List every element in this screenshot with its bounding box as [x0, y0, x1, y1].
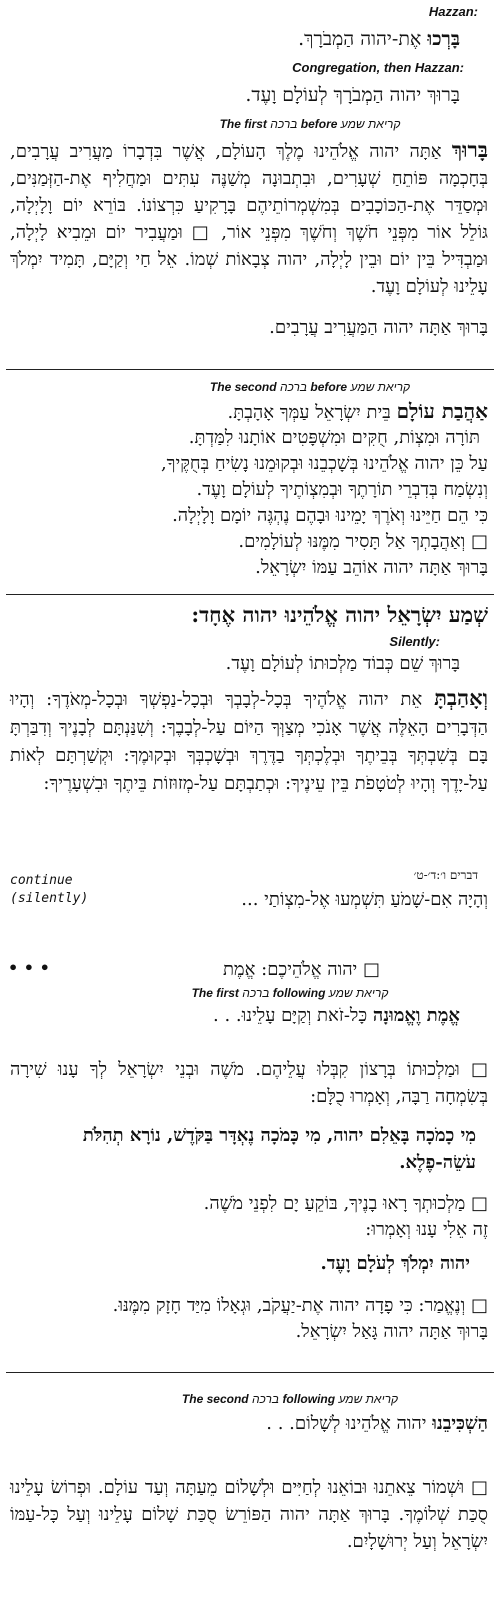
barchu-rest: אֶת-יהוה הַמְבֹרָךְ.: [298, 28, 422, 50]
emet-dots: • • •: [8, 958, 50, 977]
gaal-yisrael-closing: בָּרוּךְ אַתָּה יהוה גָּאַל יִשְׂרָאֵל.: [295, 1321, 488, 1342]
caption-first-following: The first ברכה following קריאת שמע: [191, 986, 389, 1000]
barchu-line: [6, 26, 460, 53]
vehaya-line: וְהָיָה אִם-שָׁמֹעַ תִּשְׁמְעוּ אֶל-מִצְוֹתַי ...: [241, 889, 488, 910]
shema-yisrael: שְׁמַע יִשְׂרָאֵל יהוה אֱלֹהֵינוּ יהוה אֶחָד:: [191, 602, 488, 627]
section-divider: [6, 1372, 494, 1373]
caption-first-before: The first ברכה before קריאת שמע: [219, 117, 401, 131]
ahavat-olam-line-1: אַהֲבַת עוֹלָם בֵּית יִשְׂרָאֵל עַמְּךָ אָהָבְתָּ.: [227, 399, 488, 423]
malchutcha-line: □ מַלְכוּתְךָ רָאוּ בָנֶיךָ, בּוֹקֵעַ יָם לִפְנֵי מֹשֶׁה.: [203, 1193, 488, 1214]
handwritten-note: continue (silently): [10, 873, 89, 906]
ahavat-olam-line-5: כִּי הֵם חַיֵּינוּ וְאֹרֶךְ יָמֵינוּ וּבָהֶם נֶהְגֶּה יוֹמָם וָלָיְלָה.: [172, 505, 488, 526]
citation: דברים ו׳:ד׳-ט׳: [413, 868, 478, 882]
veahavta-word: וְאָהַבְתָּ: [434, 685, 488, 710]
ahavat-olam-closing: בָּרוּךְ אַתָּה יהוה אוֹהֵב עַמּוֹ יִשְׂרָאֵל.: [255, 557, 488, 578]
veahavta-body: אֵת יהוה אֱלֹהֶיךָ בְּכָל-לְבָבְךָ וּבְכָל-נַפְשְׁךָ וּבְכָל-מְאֹדֶךָ: וְהָיוּ הַדְּבָרִים הָאֵלֶּה אֲשֶׁר אָנֹכִי מְצַוְּךָ הַיּוֹם עַל-לְבָבֶךָ: וְשִׁנַּנְתָּם לְבָנֶיךָ וְדִבַּרְתָּ בָּם בְּשִׁבְתְּךָ בְּבֵיתֶךָ וּבְלֶכְתְּךָ בַדֶּרֶךְ וּבְשָׁכְבְּךָ וּבְקוּמֶךָ: וּקְשַׁרְתָּם לְאוֹת עַל-יָדֶךָ וְהָיוּ לְטֹטָפֹת בֵּין עֵינֶיךָ: וּכְתַבְתָּם עַל-מְזוּזוֹת בֵּיתֶךָ וּבִשְׁעָרֶיךָ:: [10, 689, 488, 794]
baruch-response: בָּרוּךְ יהוה הַמְבֹרָךְ לְעוֹלָם וָעֶד.: [245, 84, 460, 106]
silently-label: Silently:: [389, 634, 440, 649]
ahavat-olam-line-3: עַל כֵּן יהוה אֱלֹהֵינוּ בְּשָׁכְבֵנוּ וּבְקוּמֵנוּ נָשִׂיחַ בְּחֻקֶּיךָ,: [160, 453, 488, 474]
hashkiveinu-line: הַשְׁכִּיבֵנוּ יהוה אֱלֹהֵינוּ לְשָׁלוֹם. . .: [266, 1413, 488, 1434]
emet-line: □ יהוה אֱלֹהֵיכֶם: אֱמֶת: [222, 959, 380, 980]
emet-vemunah-line: אֱמֶת וֶאֱמוּנָה כָּל-זֹאת וְקַיָּם עָלֵינוּ. . .: [213, 1005, 460, 1026]
adonai-yimloch: יהוה יִמְלֹךְ לְעֹלָם וָעֶד.: [320, 1253, 470, 1274]
baruch-shem: בָּרוּךְ שֵׁם כְּבוֹד מַלְכוּתוֹ לְעוֹלָם וָעֶד.: [225, 653, 460, 674]
ahavat-olam-words: אַהֲבַת עוֹלָם: [396, 399, 488, 423]
congregation-label: Congregation, then Hazzan:: [292, 60, 464, 75]
section-divider: [6, 594, 494, 595]
zeh-eli-line: זֶה אֵלִי עָנוּ וְאָמְרוּ:: [365, 1219, 488, 1240]
hashkiveinu-word: הַשְׁכִּיבֵנוּ: [432, 1413, 488, 1434]
hazzan-label: Hazzan:: [428, 4, 478, 19]
ahavat-olam-line-6: □ וְאַהֲבָתְךָ אַל תָּסִיר מִמֶּנּוּ לְעוֹלָמִים.: [238, 531, 488, 552]
ahavat-olam-line-2: תּוֹרָה וּמִצְוֹת, חֻקִּים וּמִשְׁפָּטִים אוֹתָנוּ לִמַּדְתָּ.: [188, 427, 480, 448]
baruch-first-word: בָּרוּךְ: [451, 137, 488, 162]
ushmor-paragraph: □ וּשְׁמוֹר צֵאתֵנוּ וּבוֹאֵנוּ לְחַיִּים וּלְשָׁלוֹם מֵעַתָּה וְעַד עוֹלָם. וּפְרוֹשׂ עָלֵינוּ סֻכַּת שְׁלוֹמֶךָ. בָּרוּךְ אַתָּה יהוה הַפּוֹרֵשׂ סֻכַּת שָׁלוֹם עָלֵינוּ וְעַל כָּל-עַמּוֹ יִשְׂרָאֵל וְעַל יְרוּשָׁלָיִם.: [10, 1477, 488, 1552]
caption-second-before: The second ברכה before קריאת שמע: [209, 380, 411, 394]
mi-chamocha: מִי כָמֹכָה בָּאֵלִם יהוה, מִי כָּמֹכָה נֶאְדָּר בַּקֹּדֶשׁ, נוֹרָא תְהִלֹּת עֹשֵׂה-פֶלֶא.: [82, 1125, 476, 1173]
section-divider: [6, 369, 494, 370]
maariv-aravim-paragraph: [10, 136, 488, 300]
veahavta-paragraph: [10, 684, 488, 798]
malchuto-paragraph: □ וּמַלְכוּתוֹ בְּרָצוֹן קִבְּלוּ עֲלֵיהֶם. מֹשֶׁה וּבְנֵי יִשְׂרָאֵל לְךָ עָנוּ שִׁירָה בְּשִׂמְחָה רַבָּה, וְאָמְרוּ כֻלָּם:: [10, 1059, 488, 1107]
ahavat-olam-line-4: וְנִשְׂמַח בְּדִבְרֵי תוֹרָתֶךָ וּבְמִצְוֹתֶיךָ לְעוֹלָם וָעֶד.: [196, 479, 488, 500]
barchu-word: בָּרְכוּ: [427, 28, 460, 50]
maariv-closing: בָּרוּךְ אַתָּה יהוה הַמַּעֲרִיב עֲרָבִים.: [269, 317, 488, 338]
veneemar-line: □ וְנֶאֱמַר: כִּי פָדָה יהוה אֶת-יַעֲקֹב, וּגְאָלוֹ מִיַּד חָזָק מִמֶּנּוּ.: [112, 1295, 488, 1316]
emet-vemunah-words: אֱמֶת וֶאֱמוּנָה: [372, 1005, 460, 1026]
caption-second-following: The second ברכה following קריאת שמע: [181, 1392, 399, 1406]
maariv-body: אַתָּה יהוה אֱלֹהֵינוּ מֶלֶךְ הָעוֹלָם, אֲשֶׁר בִּדְבָרוֹ מַעֲרִיב עֲרָבִים, בְּחָכְמָה פּוֹתֵחַ שְׁעָרִים, וּבִתְבוּנָה מְשַׁנֶּה עִתִּים וּמַחֲלִיף אֶת-הַזְּמַנִּים, וּמְסַדֵּר אֶת-הַכּוֹכָבִים בְּמִשְׁמְרוֹתֵיהֶם בָּרָקִיעַ כִּרְצוֹנוֹ. בּוֹרֵא יוֹם וָלָיְלָה, גּוֹלֵל אוֹר מִפְּנֵי חֹשֶׁךְ וְחֹשֶׁךְ מִפְּנֵי אוֹר, □ וּמַעֲבִיר יוֹם וּמֵבִיא לָיְלָה, וּמַבְדִּיל בֵּין יוֹם וּבֵין לָיְלָה, יהוה צְבָאוֹת שְׁמוֹ. אֵל חַי וְקַיָּם, תָּמִיד יִמְלֹךְ עָלֵינוּ לְעוֹלָם וָעֶד.: [10, 141, 488, 297]
